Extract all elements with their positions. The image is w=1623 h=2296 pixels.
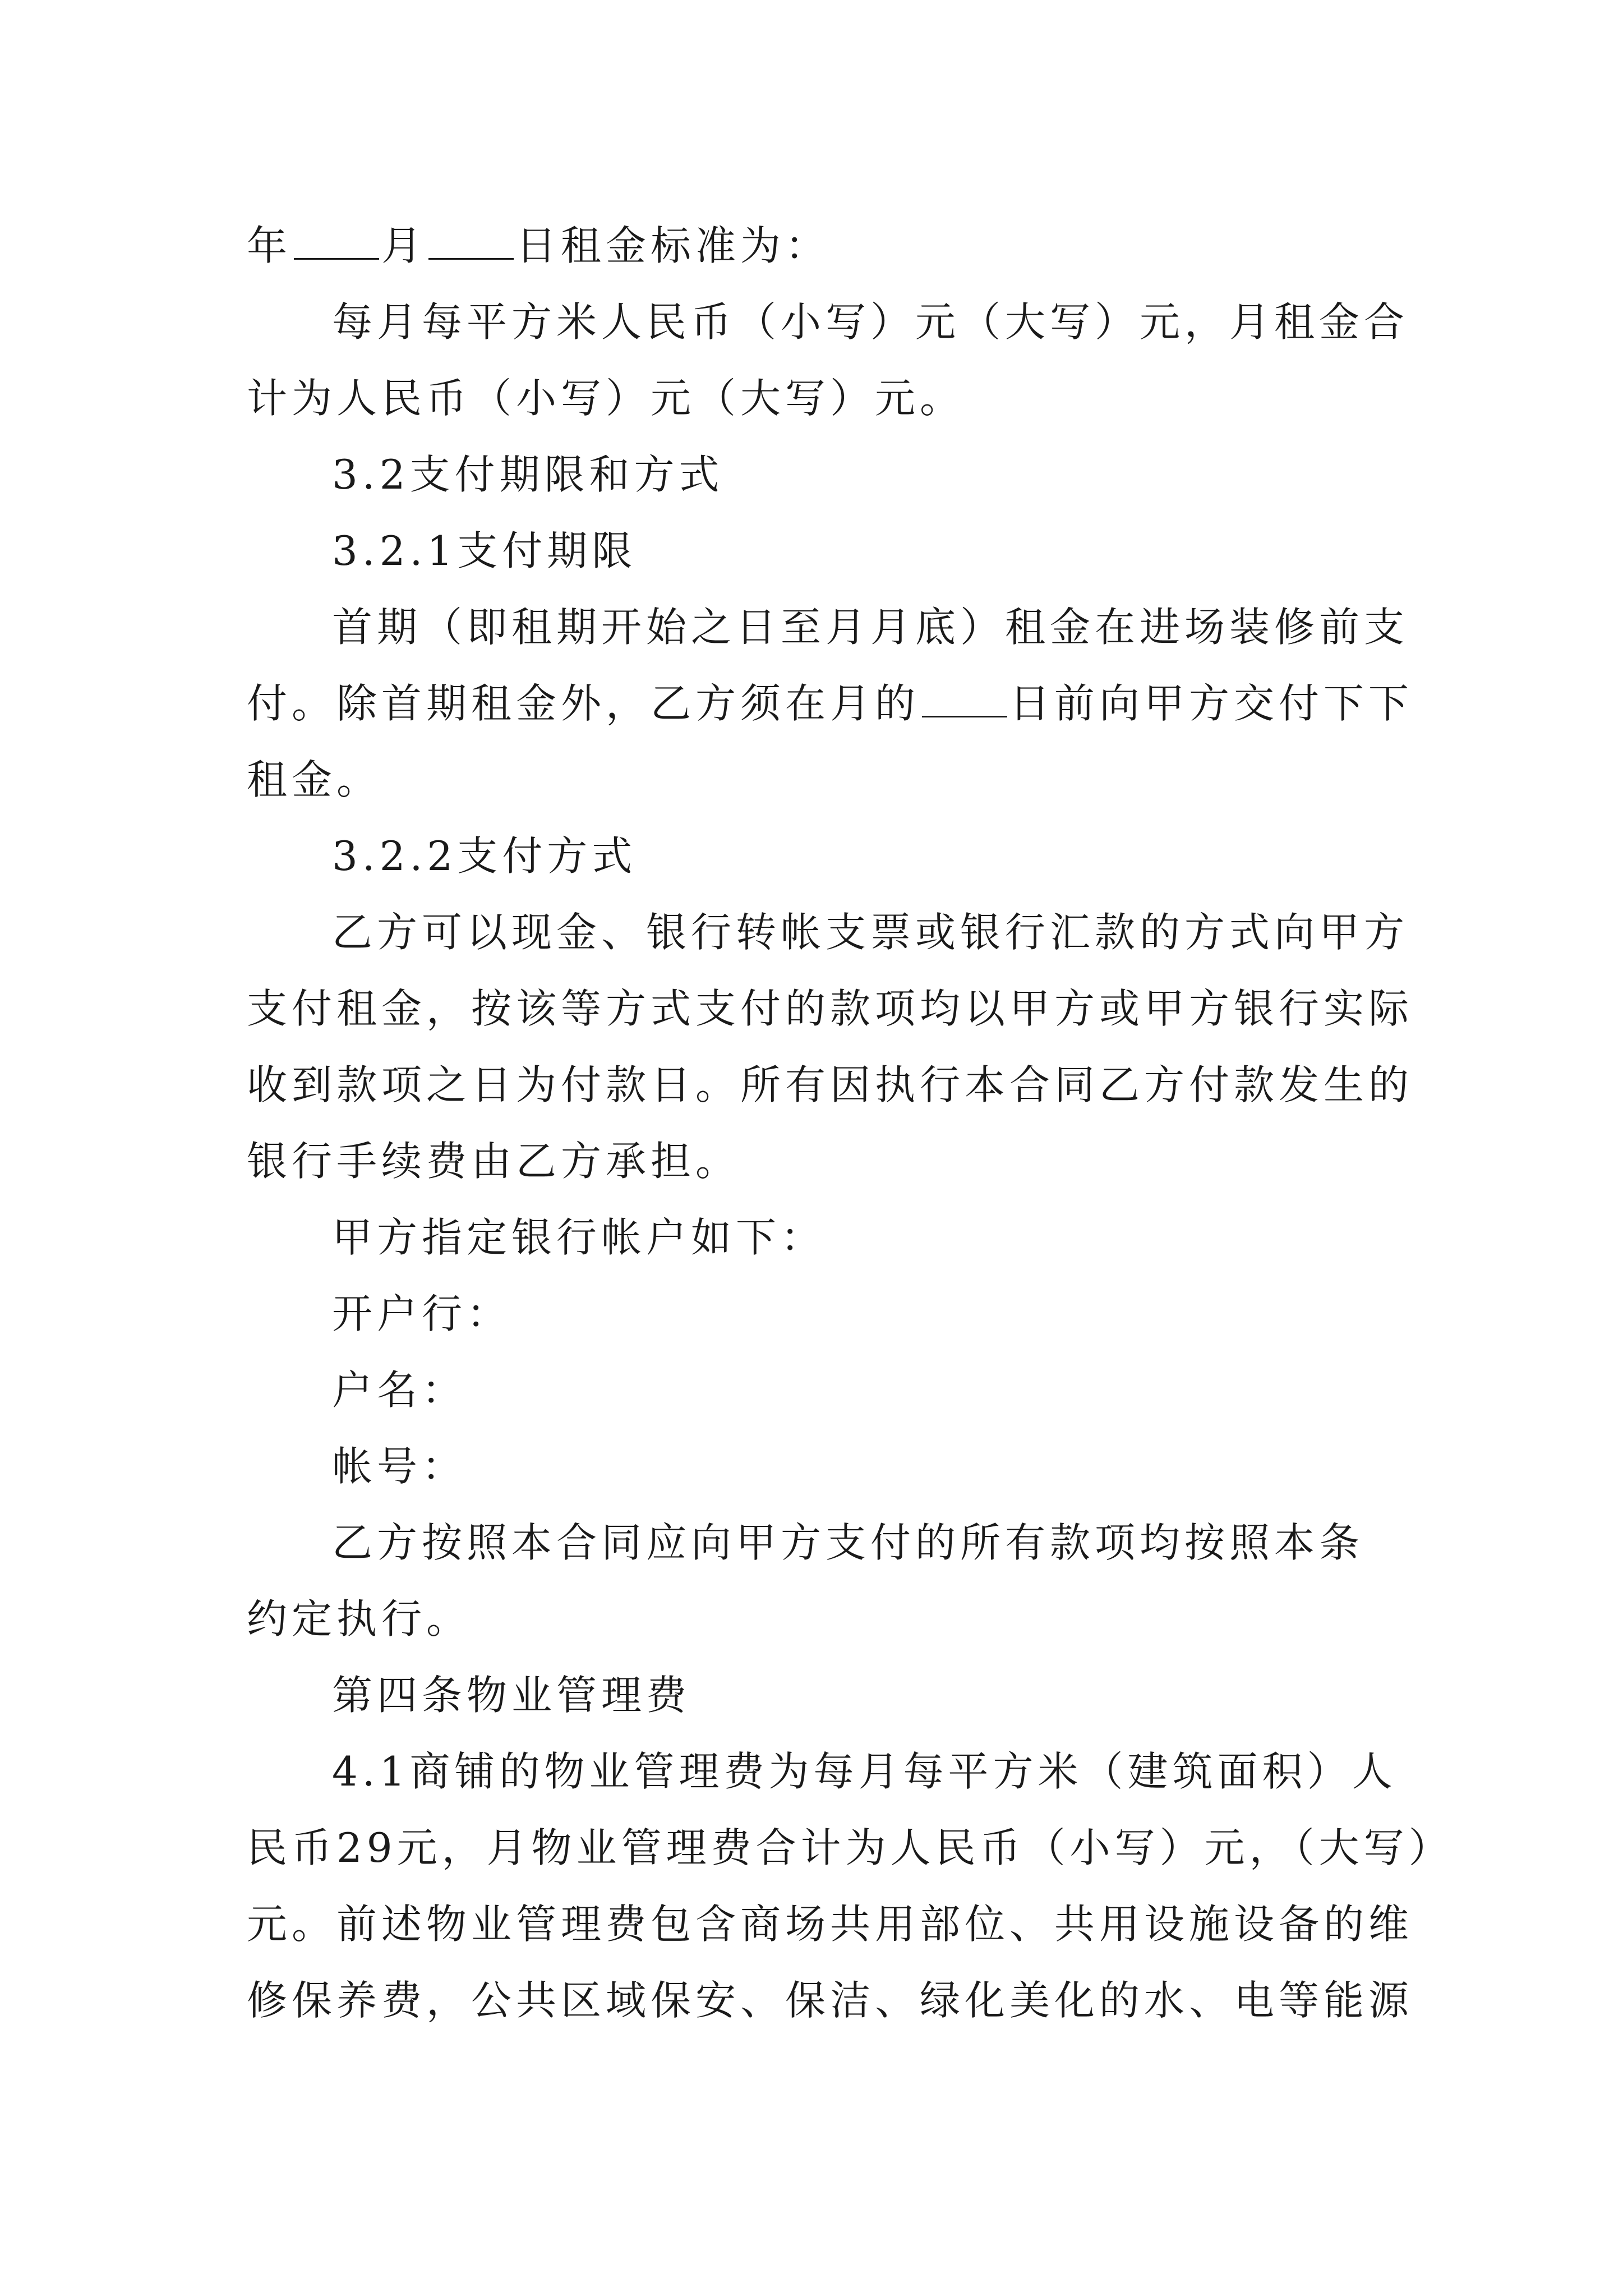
paragraph-line: 乙方可以现金、银行转帐支票或银行汇款的方式向甲方 — [332, 909, 1409, 956]
text-segment: 日前向甲方交付下下 — [1009, 680, 1414, 727]
subsection-heading: 3.2.1支付期限 — [332, 527, 637, 574]
paragraph-line: 首期（即租期开始之日至月月底）租金在进场装修前支 — [332, 604, 1409, 651]
paragraph-line: 乙方按照本合同应向甲方支付的所有款项均按照本条 — [332, 1519, 1364, 1566]
text-segment: 付。除首期租金外，乙方须在月的 — [247, 680, 920, 727]
article-heading: 第四条物业管理费 — [332, 1672, 691, 1719]
text-segment: 月 — [381, 222, 427, 269]
section-heading: 3.2支付期限和方式 — [332, 451, 724, 498]
text-line: 民币29元，月物业管理费合计为人民币（小写）元，（大写） — [247, 1824, 1454, 1871]
account-number-label: 帐号： — [332, 1443, 467, 1490]
document-body — [247, 208, 1454, 2039]
text-line: 计为人民币（小写）元（大写）元。 — [247, 375, 965, 422]
text-line: 约定执行。 — [247, 1595, 472, 1642]
paragraph-line: 4.1商铺的物业管理费为每月每平方米（建筑面积）人 — [332, 1748, 1397, 1795]
text-line — [247, 208, 1385, 284]
fill-in-blank — [428, 227, 514, 260]
text-line: 银行手续费由乙方承担。 — [247, 1138, 741, 1185]
fill-in-blank — [294, 227, 379, 260]
text-line: 元。前述物业管理费包含商场共用部位、共用设施设备的维 — [247, 1901, 1414, 1948]
text-line: 收到款项之日为付款日。所有因执行本合同乙方付款发生的 — [247, 1061, 1414, 1108]
text-line — [247, 665, 1414, 742]
text-segment: 日租金标准为： — [516, 222, 831, 269]
bank-field-label: 开户行： — [332, 1290, 512, 1337]
text-line: 租金。 — [247, 756, 382, 803]
text-segment: 年 — [247, 222, 292, 269]
subsection-heading: 3.2.2支付方式 — [332, 832, 637, 880]
fill-in-blank — [922, 684, 1007, 717]
text-line: 修保养费，公共区域保安、保洁、绿化美化的水、电等能源 — [247, 1977, 1414, 2024]
paragraph-line: 甲方指定银行帐户如下： — [332, 1214, 826, 1261]
text-line: 支付租金，按该等方式支付的款项均以甲方或甲方银行实际 — [247, 985, 1414, 1032]
account-name-label: 户名： — [332, 1366, 467, 1414]
paragraph-line: 每月每平方米人民币（小写）元（大写）元，月租金合 — [332, 298, 1409, 346]
